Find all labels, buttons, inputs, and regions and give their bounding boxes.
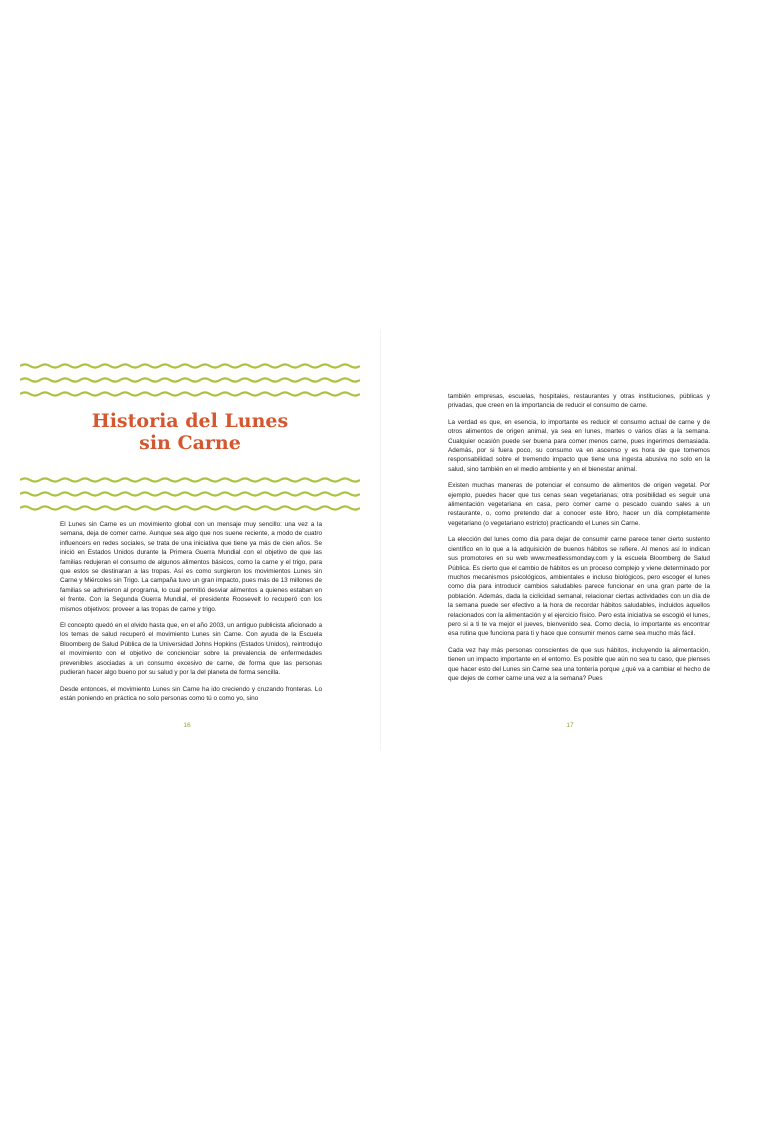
left-page-body <box>60 520 322 710</box>
wave-line-3 <box>20 392 360 395</box>
right-page-body <box>448 392 710 690</box>
right-paragraph-5: Cada vez hay más personas conscientes de que sus hábitos, incluyendo la alimentación, tienen un impacto importante en el entorno. Es posible que aún no sea tu caso, que pienses que hacer esto del Lunes sin Carne sea una tontería porque ¿qué va a cambiar el hecho de que dejes de comer carne una vez a la semana? Pues <box>448 646 710 682</box>
left-page-number: 16 <box>183 722 191 729</box>
wave-line-3 <box>20 506 360 509</box>
decorative-wave-bottom <box>20 472 360 516</box>
decorative-wave-top <box>20 358 360 402</box>
chapter-title-line-2: sin Carne <box>139 432 241 454</box>
wave-line-1 <box>20 364 360 367</box>
wave-line-2 <box>20 492 360 495</box>
chapter-title <box>60 410 320 454</box>
right-page-number: 17 <box>566 722 574 729</box>
right-paragraph-4: La elección del lunes como día para dejar de consumir carne parece tener cierto sustento científico en lo que a la adquisición de buenos hábitos se refiere. Al menos así lo indican sus promotores en su web www.meatlessmonday.com y la escuela Bloomberg de Salud Pública. Es cierto que el cambio de hábitos es un proceso complejo y viene determinado por muchos mecanismos psicológicos, ambientales e incluso biológicos, pero escoger el lunes como día para introducir cambios saludables parece funcionar en una gran parte de la población. Además, dada la ciclicidad semanal, relacionar ciertas actividades con un día de la semana puede ser efectivo a la hora de recordar hábitos saludables, incluidos aquellos relacionados con la alimentación y el ejercicio físico. Pero esta iniciativa se escogió el lunes, pero si a ti te va mejor el jueves, bienvenido sea. Como decía, lo importante es encontrar esa rutina que funciona para ti y hace que consumir menos carne sea mucho más fácil. <box>448 536 710 638</box>
right-paragraph-1: también empresas, escuelas, hospitales, restaurantes y otras instituciones, públicas y privadas, que creen en la importancia de reducir el consumo de carne. <box>448 393 710 410</box>
left-paragraph-3: Desde entonces, el movimiento Lunes sin Carne ha ido creciendo y cruzando fronteras. Lo están poniendo en práctica no solo personas como tú o como yo, sino <box>60 685 322 702</box>
left-paragraph-2: El concepto quedó en el olvido hasta que, en el año 2003, un antiguo publicista aficionado a los temas de salud recuperó el movimiento Lunes sin Carne. Con ayuda de la Escuela Bloomberg de Salud Pública de la Universidad Johns Hopkins (Estados Unidos), reintrodujo el movimiento con el objetivo de concienciar sobre la prevalencia de enfermedades prevenibles asociadas a un consumo excesivo de carne, de forma que las personas pudieran hacer algo bueno por su salud y por la del planeta de forma sencilla. <box>60 622 322 677</box>
page-gutter <box>380 330 381 750</box>
wave-line-2 <box>20 378 360 381</box>
wave-line-1 <box>20 478 360 481</box>
chapter-title-line-1: Historia del Lunes <box>91 410 289 432</box>
left-paragraph-1: El Lunes sin Carne es un movimiento global con un mensaje muy sencillo: una vez a la semana, deja de comer carne. Aunque sea algo que nos suene reciente, a modo de cuatro influencers en redes sociales, se trata de una iniciativa que tiene ya más de cien años. Se inició en Estados Unidos durante la Primera Guerra Mundial con el objetivo de que las familias redujeran el consumo de algunos alimentos básicos, como la carne y el trigo, para que estos se destinaran a las tropas. Así es como surgieron los movimientos Lunes sin Carne y Miércoles sin Trigo. La campaña tuvo un gran impacto, pues más de 13 millones de familias se adhirieron al programa, lo cual permitió desviar alimentos a quienes estaban en el frente. Con la Segunda Guerra Mundial, el presidente Roosevelt lo recuperó con los mismos objetivos: proveer a las tropas de carne y trigo. <box>60 521 322 613</box>
right-paragraph-3: Existen muchas maneras de potenciar el consumo de alimentos de origen vegetal. Por ejemplo, puedes hacer que tus cenas sean vegetarianas; otra posibilidad es seguir una alimentación vegetariana en casa, pero comer carne o pescado cuando sales a un restaurante, o, como pretendo dar a conocer este libro, hacer un día completamente vegetariano (o vegetariano estricto) practicando el Lunes sin Carne. <box>448 482 710 527</box>
right-paragraph-2: La verdad es que, en esencia, lo importante es reducir el consumo actual de carne y de otros alimentos de origen animal, ya sea en lunes, martes o varios días a la semana. Cualquier ocasión puede ser buena para comer menos carne, pues ingerimos demasiada. Además, por si fuera poco, su consumo va en ascenso y es hora de que tomemos responsabilidad sobre el tremendo impacto que tiene una ingesta abusiva no solo en la salud, sino también en el medio ambiente y en el bienestar animal. <box>448 418 710 473</box>
